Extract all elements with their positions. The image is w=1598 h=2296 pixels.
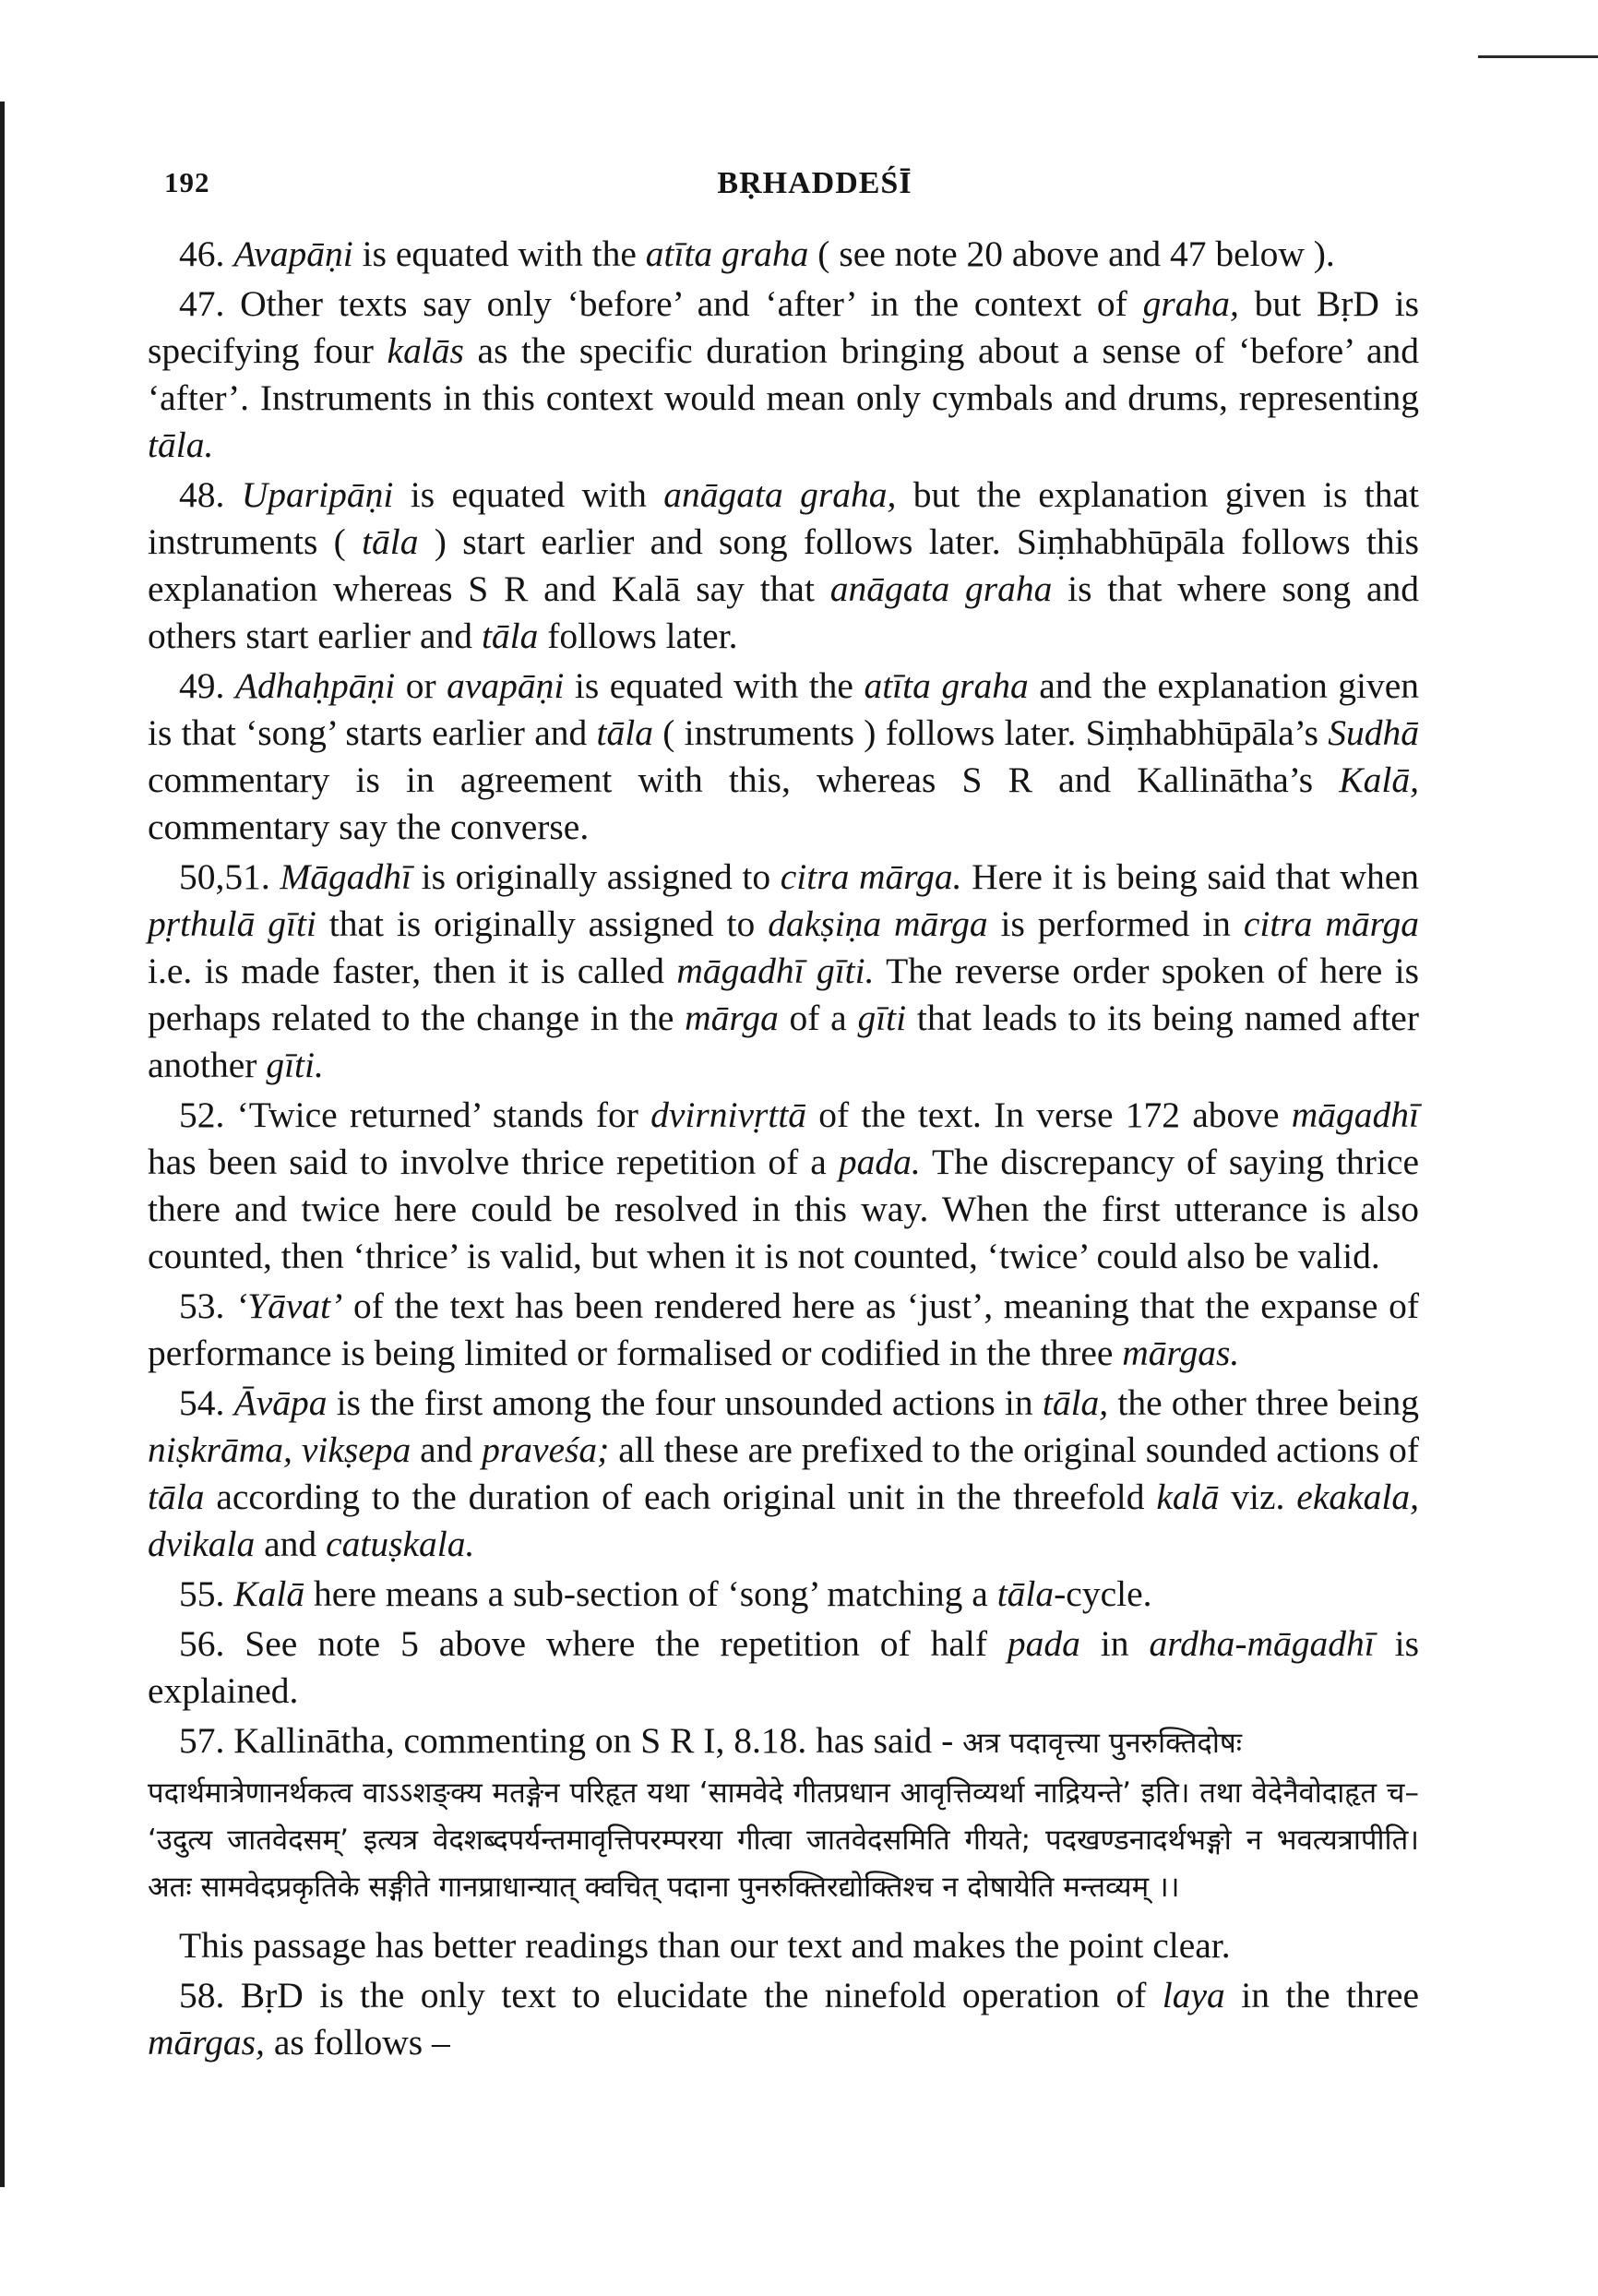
sanskrit-term: mārga	[685, 998, 779, 1038]
note-57	[148, 1717, 1419, 1767]
note-text: in	[1079, 1623, 1150, 1664]
note-number: 48.	[179, 474, 225, 515]
note-text: that is originally assigned to	[316, 903, 769, 944]
sanskrit-term: Māgadhī	[280, 856, 411, 897]
note-text: follows later.	[538, 616, 738, 656]
sanskrit-term: pada.	[838, 1142, 921, 1182]
note-text: in the three	[1224, 1975, 1419, 2015]
sanskrit-term: ekakala,	[1296, 1477, 1419, 1517]
page-header	[164, 166, 1456, 221]
sanskrit-term: tāla	[362, 521, 419, 562]
note-57-remark: This passage has better readings than our text and makes the point clear.	[179, 1925, 1231, 1966]
devanagari-passage: पदार्थमात्रेणानर्थकत्व वाऽऽशङ्क्य मतङ्गेन परिहृत यथा ‘सामवेदे गीतप्रधान आवृत्तिव्यर्था नाद्रियन्ते’ इति। तथा वेदेनैवोदाहृत च– ‘उदुत्य जातवेदसम्’ इत्यत्र वेदशब्दपर्यन्तमावृत्तिपरम्परया गीत्वा जातवेदसमिति गीयते; पदखण्डनादर्थभङ्गो न भवत्यत्रापीति। अतः सामवेदप्रकृतिके सङ्गीते गानप्राधान्यात् क्वचित् पदाना पुनरुक्तिरद्योक्तिश्च न दोषायेति मन्तव्यम् ।।	[148, 1776, 1419, 1904]
sanskrit-term: niṣkrāma,	[148, 1429, 292, 1470]
sanskrit-term: praveśa;	[482, 1429, 610, 1470]
note-text: all these are prefixed to the original sounded actions of	[609, 1429, 1419, 1470]
note-number: 46.	[179, 233, 225, 274]
note-text: Here it is being said that when	[961, 856, 1419, 897]
sanskrit-term: Adhaḥpāṇi	[234, 665, 396, 706]
note-text: is performed in	[987, 903, 1244, 944]
note-text: i.e. is made faster, then it is called	[148, 951, 677, 991]
note-text: The discrepancy of saying thrice there and twice here could be resolved in this way. When the first utterance is also counted, then ‘thrice’ is valid, but when it is not counted, ‘twice’ could also be valid.	[148, 1142, 1419, 1276]
sanskrit-term: gīti.	[266, 1045, 324, 1085]
note-text: BṛD is the only text to elucidate the ninefold operation of	[224, 1975, 1163, 2015]
sanskrit-term: Uparipāṇi	[241, 474, 394, 515]
sanskrit-term: pṛthulā gīti	[148, 903, 316, 944]
note-50-51	[148, 854, 1419, 1089]
sanskrit-term: dvikala	[148, 1524, 256, 1564]
note-text: commentary is in agreement with this, whereas S R and Kallinātha’s	[148, 759, 1340, 800]
note-text: commentary say the converse.	[148, 807, 590, 847]
note-54	[148, 1380, 1419, 1568]
sanskrit-term: citra mārga.	[780, 856, 962, 897]
note-number: 47.	[179, 283, 225, 324]
sanskrit-term: laya	[1162, 1975, 1225, 2015]
note-text: ‘Twice returned’ stands for	[224, 1094, 651, 1135]
note-number: 52.	[179, 1094, 225, 1135]
note-47	[148, 281, 1419, 469]
note-number: 50,51.	[179, 856, 270, 897]
note-text: according to the duration of each original unit in the threefold	[204, 1477, 1157, 1517]
note-text: is originally assigned to	[411, 856, 781, 897]
sanskrit-term: Kalā	[233, 1573, 305, 1614]
note-text: here means a sub-section of ‘song’ matching a	[304, 1573, 997, 1614]
running-title: BṚHADDEŚĪ	[717, 166, 912, 200]
note-text: is equated with	[393, 474, 664, 515]
sanskrit-term: kalā	[1156, 1477, 1220, 1517]
note-number: 56.	[179, 1623, 225, 1664]
note-text: has been said to involve thrice repetition of a	[148, 1142, 839, 1182]
sanskrit-term: pada	[1007, 1623, 1080, 1664]
note-number: 58.	[179, 1975, 225, 2015]
note-58	[148, 1972, 1419, 2066]
sanskrit-term: mārgas.	[1122, 1333, 1240, 1373]
note-52	[148, 1092, 1419, 1280]
note-text: of the text has been rendered here as ‘just’, meaning that the expanse of performance is being limited or formalised or codified in the three	[148, 1286, 1419, 1373]
sanskrit-term: tāla,	[1042, 1382, 1109, 1423]
note-56	[148, 1620, 1419, 1715]
sanskrit-term: Āvāpa	[233, 1382, 328, 1423]
note-number: 49.	[179, 665, 225, 706]
devanagari-quote: अत्र पदावृत्त्या पुनरुक्तिदोषः	[962, 1727, 1243, 1760]
note-55	[148, 1571, 1419, 1618]
note-text: ) start earlier and song follows later. Siṃhabhūpāla follows this explanation whereas S R and Kalā say that	[148, 521, 1419, 609]
note-text: and	[411, 1429, 483, 1470]
corner-scan-line	[1478, 55, 1598, 58]
sanskrit-term: Avapāṇi	[233, 233, 353, 274]
sanskrit-term: citra mārga	[1243, 903, 1419, 944]
sanskrit-term: kalās	[387, 330, 464, 371]
sanskrit-term: mārgas,	[148, 2022, 265, 2063]
note-text: and the explanation given is that ‘song’ starts earlier and	[148, 665, 1419, 753]
note-text: Other texts say only ‘before’ and ‘after’ in the context of	[224, 283, 1143, 324]
note-text: Kallinātha, commenting on S R I, 8.18. has said -	[224, 1720, 963, 1761]
sanskrit-term: graha,	[1142, 283, 1239, 324]
note-text: but BṛD is specifying four	[148, 283, 1419, 371]
note-46	[148, 231, 1419, 278]
note-text: is equated with the	[352, 233, 646, 274]
note-text: of the text. In verse 172 above	[806, 1094, 1292, 1135]
note-text: and	[255, 1524, 327, 1564]
note-text: viz.	[1219, 1477, 1297, 1517]
sanskrit-term: gīti	[857, 998, 907, 1038]
note-text: of a	[778, 998, 858, 1038]
note-text: See note 5 above where the repetition of half	[224, 1623, 1008, 1664]
note-49	[148, 663, 1419, 851]
sanskrit-term: anāgata graha,	[663, 474, 897, 515]
sanskrit-term: dvirnivṛttā	[650, 1094, 807, 1135]
note-text	[292, 1429, 302, 1470]
sanskrit-term: Sudhā	[1328, 712, 1419, 753]
sanskrit-term: atīta graha	[864, 665, 1029, 706]
note-text: ( see note 20 above and 47 below ).	[808, 233, 1335, 274]
sanskrit-term: tāla	[481, 616, 539, 656]
note-text: that leads to its being named after another	[148, 998, 1419, 1085]
sanskrit-term: tāla	[996, 1573, 1055, 1614]
sanskrit-term: māgadhī	[1291, 1094, 1419, 1135]
note-text: as follows –	[264, 2022, 450, 2063]
note-number: 55.	[179, 1573, 225, 1614]
sanskrit-term: anāgata graha	[829, 568, 1053, 609]
sanskrit-term: atīta graha	[645, 233, 809, 274]
note-number: 53.	[179, 1286, 225, 1326]
note-53	[148, 1283, 1419, 1377]
note-text: but the explanation given is that instruments (	[148, 474, 1419, 562]
note-text: as the specific duration bringing about a sense of ‘before’ and ‘after’. Instruments in this context would mean only cymbals and drums, representing	[148, 330, 1419, 418]
note-48	[148, 472, 1419, 660]
sanskrit-term: ‘Yāvat’	[235, 1286, 343, 1326]
note-text: ( instruments ) follows later. Siṃhabhūpāla’s	[652, 712, 1329, 753]
note-text: the other three being	[1108, 1382, 1419, 1423]
sanskrit-term: Kalā,	[1339, 759, 1419, 800]
sanskrit-term: vikṣepa	[301, 1429, 411, 1470]
sanskrit-term: tāla.	[148, 425, 214, 465]
sanskrit-term: dakṣiṇa mārga	[768, 903, 988, 944]
note-text: is explained.	[148, 1623, 1419, 1711]
sanskrit-term: ardha-māgadhī	[1149, 1623, 1375, 1664]
note-text: is that where song and others start earlier and	[148, 568, 1419, 656]
note-text: or	[395, 665, 447, 706]
sanskrit-term: catuṣkala.	[326, 1524, 475, 1564]
note-text: is equated with the	[564, 665, 865, 706]
notes-body	[148, 231, 1419, 2069]
note-number: 57.	[179, 1720, 225, 1761]
note-text: is the first among the four unsounded actions in	[327, 1382, 1043, 1423]
note-number: 54.	[179, 1382, 225, 1423]
sanskrit-term: tāla	[148, 1477, 205, 1517]
sanskrit-term: tāla	[596, 712, 653, 753]
sanskrit-term: māgadhī gīti.	[676, 951, 875, 991]
note-text: The reverse order spoken of here is perhaps related to the change in the	[148, 951, 1419, 1038]
page-edge-rule	[0, 102, 5, 2187]
page-number: 192	[164, 166, 210, 198]
sanskrit-term: avapāṇi	[447, 665, 565, 706]
note-text: -cycle.	[1054, 1573, 1152, 1614]
